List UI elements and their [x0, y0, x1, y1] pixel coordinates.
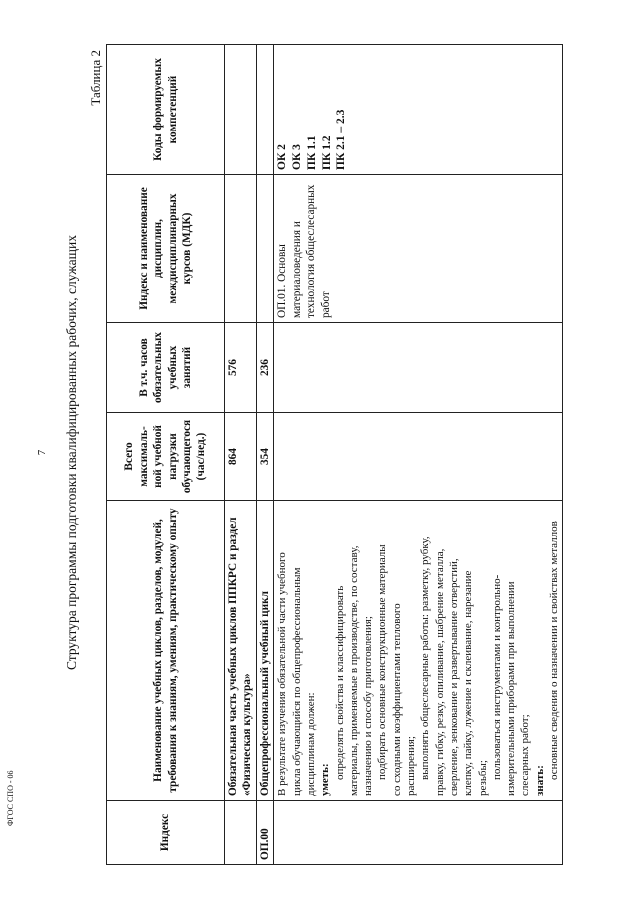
competence-code: ОК 3 [291, 144, 304, 170]
row2-mandatory: 236 [256, 323, 273, 413]
content-line: определять свойства и классифицировать [333, 585, 346, 780]
content-line: правку, гибку, резку, опиливание, шабрение металла, [433, 548, 446, 796]
competence-code: ПК 1.1 [305, 135, 318, 170]
content-line: пользоваться инструментами и контрольно- [490, 574, 503, 780]
footer-label: ФГОС СПО - 06 [6, 770, 15, 826]
document-title: Структура программы подготовки квалифицированных рабочих, служащих [64, 234, 79, 671]
table-row [256, 45, 273, 865]
table-row [274, 45, 563, 865]
page-number: 7 [36, 449, 48, 456]
header-row [107, 45, 225, 865]
header-codes: Коды формируемых компетенций [107, 45, 225, 175]
competence-code: ПК 2.1 – 2.3 [335, 109, 348, 170]
row2-name: Общепрофессиональный учебный цикл [256, 501, 273, 801]
row1-codes [225, 45, 257, 175]
row3-max-load [274, 413, 563, 501]
row1-mdk [225, 175, 257, 323]
content-line: слесарных работ; [519, 714, 532, 796]
content-line: знать: [533, 765, 546, 796]
content-line: цикла обучающийся по общепрофессиональным [290, 567, 303, 796]
content-line: В результате изучения обязательной части учебного [276, 552, 289, 796]
row1-mandatory: 576 [225, 323, 257, 413]
header-max-load: Всего максималь-ной учебной нагрузки обучающегося (час/нед.) [107, 413, 225, 501]
header-mdk: Индекс и наименование дисциплин, междисциплинарных курсов (МДК) [107, 175, 225, 323]
content-line: подбирать основные конструкционные материалы [376, 544, 389, 780]
table-label: Таблица 2 [88, 50, 103, 106]
row2-max-load: 354 [256, 413, 273, 501]
row3-content [274, 501, 563, 801]
content-line: уметь: [319, 763, 332, 796]
structure-table [106, 44, 563, 865]
row3-codes [274, 45, 563, 175]
content-line: клепку, пайку, лужение и склеивание, нарезание [462, 570, 475, 796]
row2-mdk [256, 175, 273, 323]
row3-mandatory [274, 323, 563, 413]
row2-index: ОП.00 [256, 801, 273, 865]
row2-codes [256, 45, 273, 175]
header-name: Наименование учебных циклов, разделов, модулей, требования к знаниям, умениям, практическому опыту [107, 501, 225, 801]
header-index: Индекс [107, 801, 225, 865]
content-line: сверление, зенкование и развертывание отверстий, [447, 558, 460, 796]
content-line: со сходными коэффициентами теплового [390, 603, 403, 796]
competence-code: ОК 2 [276, 144, 289, 170]
content-line: измерительными приборами при выполнении [505, 581, 518, 796]
row1-name: Обязательная часть учебных циклов ППКРС и раздел «Физическая культура» [225, 501, 257, 801]
content-line: дисциплинам должен: [304, 692, 317, 796]
table-row [225, 45, 257, 865]
row1-index [225, 801, 257, 865]
content-line: расширения; [405, 736, 418, 796]
content-line: назначению и способу приготовления; [362, 616, 375, 796]
row1-max-load: 864 [225, 413, 257, 501]
row3-mdk: ОП.01. Основы материаловедения и технология общеслесарных работ [274, 175, 563, 323]
content-line: материалы, применяемые в производстве, по составу, [347, 545, 360, 796]
row3-index [274, 801, 563, 865]
content-line: выполнять общеслесарные работы: разметку, рубку, [419, 536, 432, 780]
rotated-content [36, 40, 600, 865]
content-line: резьбы; [476, 760, 489, 796]
content-line: основные сведения о назначении и свойствах металлов [548, 521, 560, 780]
header-mandatory: В т.ч. часов обязательных учебных занятий [107, 323, 225, 413]
competence-code: ПК 1.2 [320, 135, 333, 170]
